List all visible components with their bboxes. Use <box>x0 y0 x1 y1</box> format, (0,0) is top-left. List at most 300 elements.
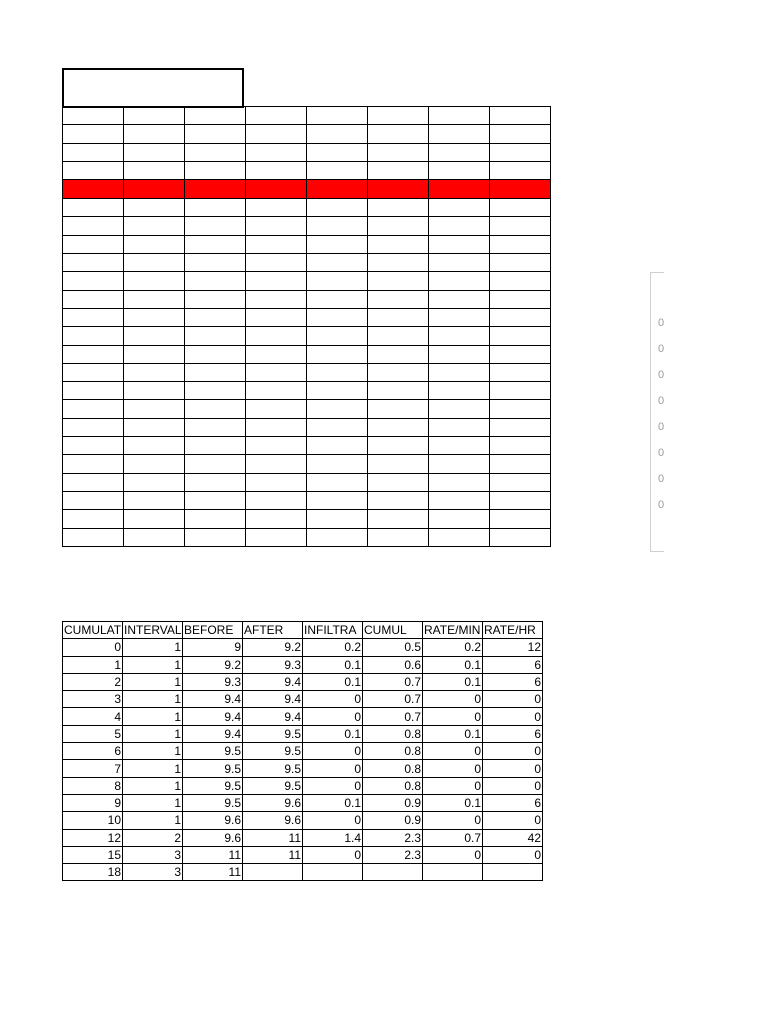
data-cell[interactable]: 3 <box>123 846 183 863</box>
grid-cell[interactable] <box>63 473 124 491</box>
data-cell[interactable]: 9.5 <box>183 760 243 777</box>
data-cell[interactable]: 9.2 <box>183 656 243 673</box>
grid-cell[interactable] <box>246 491 307 509</box>
grid-cell[interactable] <box>490 308 551 326</box>
data-cell[interactable]: 4 <box>63 708 123 725</box>
data-cell[interactable]: 0 <box>483 743 543 760</box>
grid-cell[interactable] <box>490 418 551 436</box>
grid-cell[interactable] <box>63 107 124 125</box>
data-cell[interactable]: 11 <box>183 864 243 881</box>
grid-cell[interactable] <box>124 491 185 509</box>
grid-cell[interactable] <box>307 491 368 509</box>
data-cell[interactable]: 8 <box>63 777 123 794</box>
data-cell[interactable]: 6 <box>63 743 123 760</box>
data-cell[interactable]: 42 <box>483 829 543 846</box>
data-cell[interactable]: 0.1 <box>423 656 483 673</box>
data-cell[interactable]: 9.5 <box>183 777 243 794</box>
grid-cell[interactable] <box>429 235 490 253</box>
data-cell[interactable]: 0 <box>423 708 483 725</box>
grid-cell[interactable] <box>246 308 307 326</box>
data-cell[interactable]: 5 <box>63 725 123 742</box>
grid-cell[interactable] <box>429 107 490 125</box>
grid-cell[interactable] <box>185 107 246 125</box>
grid-cell[interactable] <box>185 510 246 528</box>
data-cell[interactable]: 0.7 <box>363 708 423 725</box>
grid-cell[interactable] <box>246 143 307 161</box>
grid-cell[interactable] <box>429 199 490 217</box>
grid-cell[interactable] <box>246 217 307 235</box>
grid-cell[interactable] <box>63 510 124 528</box>
grid-cell[interactable] <box>124 400 185 418</box>
data-cell[interactable]: 1.4 <box>303 829 363 846</box>
grid-cell[interactable] <box>368 510 429 528</box>
grid-cell[interactable] <box>63 161 124 179</box>
grid-cell[interactable] <box>368 180 429 199</box>
data-cell[interactable]: 18 <box>63 864 123 881</box>
grid-cell[interactable] <box>185 345 246 363</box>
grid-cell[interactable] <box>490 180 551 199</box>
data-cell[interactable] <box>303 864 363 881</box>
grid-cell[interactable] <box>185 290 246 308</box>
data-cell[interactable]: 1 <box>123 725 183 742</box>
grid-cell[interactable] <box>368 455 429 473</box>
grid-cell[interactable] <box>124 125 185 143</box>
data-cell[interactable]: 3 <box>63 691 123 708</box>
data-cell[interactable]: 0.6 <box>363 656 423 673</box>
grid-cell[interactable] <box>124 143 185 161</box>
grid-cell[interactable] <box>429 400 490 418</box>
grid-cell[interactable] <box>490 437 551 455</box>
data-cell[interactable]: 3 <box>123 864 183 881</box>
grid-cell[interactable] <box>490 217 551 235</box>
grid-cell[interactable] <box>307 272 368 290</box>
grid-cell[interactable] <box>429 418 490 436</box>
grid-cell[interactable] <box>246 418 307 436</box>
data-cell[interactable]: 9.4 <box>183 691 243 708</box>
data-cell[interactable]: 0.7 <box>363 691 423 708</box>
data-cell[interactable]: 0 <box>423 846 483 863</box>
data-cell[interactable]: 1 <box>123 656 183 673</box>
grid-cell[interactable] <box>63 491 124 509</box>
grid-cell[interactable] <box>124 199 185 217</box>
grid-cell[interactable] <box>490 363 551 381</box>
header-cell-cumulat[interactable]: CUMULAT <box>64 623 122 638</box>
data-cell[interactable]: 9 <box>183 639 243 656</box>
grid-cell[interactable] <box>429 308 490 326</box>
grid-cell[interactable] <box>63 254 124 272</box>
grid-cell[interactable] <box>124 418 185 436</box>
data-cell[interactable]: 0.2 <box>303 639 363 656</box>
grid-cell[interactable] <box>185 437 246 455</box>
data-cell[interactable]: 0.1 <box>423 673 483 690</box>
grid-cell[interactable] <box>307 143 368 161</box>
data-cell[interactable]: 0.1 <box>303 725 363 742</box>
data-cell[interactable]: 2 <box>123 829 183 846</box>
grid-cell[interactable] <box>490 235 551 253</box>
grid-cell[interactable] <box>368 437 429 455</box>
grid-cell[interactable] <box>307 199 368 217</box>
grid-cell[interactable] <box>63 272 124 290</box>
grid-cell[interactable] <box>185 418 246 436</box>
data-cell[interactable]: 9.5 <box>243 743 303 760</box>
data-cell[interactable]: 0 <box>303 812 363 829</box>
grid-cell[interactable] <box>490 382 551 400</box>
data-cell[interactable]: 7 <box>63 760 123 777</box>
grid-cell[interactable] <box>490 272 551 290</box>
data-cell[interactable]: 0.8 <box>363 760 423 777</box>
grid-cell[interactable] <box>246 363 307 381</box>
grid-cell[interactable] <box>185 363 246 381</box>
data-cell[interactable]: 9.5 <box>243 725 303 742</box>
grid-cell[interactable] <box>63 180 124 199</box>
grid-cell[interactable] <box>246 528 307 546</box>
grid-cell[interactable] <box>490 528 551 546</box>
data-cell[interactable]: 6 <box>483 656 543 673</box>
data-cell[interactable] <box>243 864 303 881</box>
grid-cell[interactable] <box>63 418 124 436</box>
grid-cell[interactable] <box>307 308 368 326</box>
grid-cell[interactable] <box>63 400 124 418</box>
data-cell[interactable]: 9.5 <box>243 777 303 794</box>
data-cell[interactable]: 1 <box>123 673 183 690</box>
grid-cell[interactable] <box>307 161 368 179</box>
grid-cell[interactable] <box>63 235 124 253</box>
data-cell[interactable]: 0 <box>483 846 543 863</box>
data-cell[interactable] <box>423 864 483 881</box>
grid-cell[interactable] <box>307 254 368 272</box>
grid-cell[interactable] <box>490 161 551 179</box>
grid-cell[interactable] <box>307 473 368 491</box>
grid-cell[interactable] <box>246 254 307 272</box>
data-cell[interactable]: 1 <box>63 656 123 673</box>
grid-cell[interactable] <box>368 235 429 253</box>
grid-cell[interactable] <box>185 528 246 546</box>
grid-cell[interactable] <box>429 455 490 473</box>
grid-cell[interactable] <box>368 345 429 363</box>
grid-cell[interactable] <box>307 528 368 546</box>
data-cell[interactable]: 15 <box>63 846 123 863</box>
data-cell[interactable]: 11 <box>243 829 303 846</box>
grid-cell[interactable] <box>368 290 429 308</box>
data-cell[interactable]: 0 <box>483 760 543 777</box>
grid-cell[interactable] <box>63 345 124 363</box>
grid-cell[interactable] <box>307 418 368 436</box>
grid-cell[interactable] <box>429 363 490 381</box>
data-cell[interactable]: 0 <box>423 691 483 708</box>
data-cell[interactable]: 9.6 <box>183 812 243 829</box>
header-cell-rate-min[interactable]: RATE/MIN <box>423 622 483 639</box>
grid-cell[interactable] <box>185 382 246 400</box>
grid-cell[interactable] <box>185 143 246 161</box>
data-cell[interactable]: 0.8 <box>363 725 423 742</box>
data-cell[interactable]: 0 <box>303 743 363 760</box>
data-cell[interactable]: 0.1 <box>423 794 483 811</box>
grid-cell[interactable] <box>124 161 185 179</box>
grid-cell[interactable] <box>429 473 490 491</box>
data-cell[interactable]: 0.9 <box>363 794 423 811</box>
data-cell[interactable]: 9.6 <box>243 812 303 829</box>
data-cell[interactable]: 9.4 <box>243 673 303 690</box>
grid-cell[interactable] <box>307 107 368 125</box>
data-cell[interactable]: 0 <box>303 708 363 725</box>
data-cell[interactable]: 1 <box>123 743 183 760</box>
data-cell[interactable]: 0.8 <box>363 777 423 794</box>
grid-cell[interactable] <box>246 107 307 125</box>
grid-cell[interactable] <box>490 510 551 528</box>
grid-cell[interactable] <box>63 528 124 546</box>
grid-cell[interactable] <box>368 199 429 217</box>
grid-cell[interactable] <box>307 455 368 473</box>
data-cell[interactable]: 1 <box>123 708 183 725</box>
grid-cell[interactable] <box>63 199 124 217</box>
grid-cell[interactable] <box>246 400 307 418</box>
data-cell[interactable]: 1 <box>123 691 183 708</box>
grid-cell[interactable] <box>124 473 185 491</box>
grid-cell[interactable] <box>63 455 124 473</box>
grid-cell[interactable] <box>124 363 185 381</box>
grid-cell[interactable] <box>185 272 246 290</box>
grid-cell[interactable] <box>490 400 551 418</box>
grid-cell[interactable] <box>307 235 368 253</box>
grid-cell[interactable] <box>429 254 490 272</box>
data-cell[interactable]: 0 <box>423 812 483 829</box>
grid-cell[interactable] <box>246 290 307 308</box>
grid-cell[interactable] <box>246 235 307 253</box>
data-cell[interactable]: 9.2 <box>243 639 303 656</box>
data-cell[interactable]: 1 <box>123 639 183 656</box>
grid-cell[interactable] <box>63 363 124 381</box>
grid-cell[interactable] <box>490 199 551 217</box>
grid-cell[interactable] <box>185 180 246 199</box>
grid-cell[interactable] <box>246 125 307 143</box>
grid-cell[interactable] <box>185 400 246 418</box>
grid-cell[interactable] <box>246 199 307 217</box>
grid-cell[interactable] <box>124 235 185 253</box>
data-cell[interactable]: 9.5 <box>243 760 303 777</box>
grid-cell[interactable] <box>368 272 429 290</box>
data-cell[interactable]: 0.1 <box>303 656 363 673</box>
grid-cell[interactable] <box>63 308 124 326</box>
grid-cell[interactable] <box>246 272 307 290</box>
grid-cell[interactable] <box>185 161 246 179</box>
grid-cell[interactable] <box>63 125 124 143</box>
data-cell[interactable]: 0 <box>63 639 123 656</box>
grid-cell[interactable] <box>429 528 490 546</box>
grid-cell[interactable] <box>307 437 368 455</box>
data-cell[interactable]: 0 <box>483 691 543 708</box>
grid-cell[interactable] <box>368 125 429 143</box>
grid-cell[interactable] <box>368 217 429 235</box>
data-cell[interactable]: 0.1 <box>423 725 483 742</box>
grid-cell[interactable] <box>429 510 490 528</box>
data-cell[interactable]: 0 <box>423 743 483 760</box>
grid-cell[interactable] <box>185 235 246 253</box>
grid-cell[interactable] <box>368 107 429 125</box>
grid-cell[interactable] <box>307 382 368 400</box>
data-cell[interactable]: 0 <box>303 760 363 777</box>
data-cell[interactable]: 0 <box>423 760 483 777</box>
data-cell[interactable]: 0 <box>483 777 543 794</box>
data-cell[interactable]: 0 <box>483 708 543 725</box>
grid-cell[interactable] <box>368 363 429 381</box>
grid-cell[interactable] <box>124 528 185 546</box>
grid-cell[interactable] <box>368 143 429 161</box>
grid-cell[interactable] <box>429 345 490 363</box>
data-cell[interactable]: 11 <box>243 846 303 863</box>
grid-cell[interactable] <box>429 143 490 161</box>
grid-cell[interactable] <box>429 180 490 199</box>
grid-cell[interactable] <box>185 308 246 326</box>
grid-cell[interactable] <box>429 161 490 179</box>
grid-cell[interactable] <box>307 180 368 199</box>
grid-cell[interactable] <box>490 491 551 509</box>
grid-cell[interactable] <box>490 107 551 125</box>
grid-cell[interactable] <box>490 327 551 345</box>
grid-cell[interactable] <box>124 272 185 290</box>
data-cell[interactable]: 9.4 <box>183 708 243 725</box>
title-cell-box[interactable] <box>62 68 244 108</box>
data-cell[interactable]: 9.3 <box>183 673 243 690</box>
grid-cell[interactable] <box>185 125 246 143</box>
grid-cell[interactable] <box>246 345 307 363</box>
data-cell[interactable]: 0.7 <box>363 673 423 690</box>
data-cell[interactable]: 9 <box>63 794 123 811</box>
header-cell-rate-hr[interactable]: RATE/HR <box>483 622 543 639</box>
data-cell[interactable]: 0 <box>423 777 483 794</box>
grid-cell[interactable] <box>368 327 429 345</box>
data-cell[interactable]: 6 <box>483 673 543 690</box>
grid-cell[interactable] <box>307 400 368 418</box>
data-cell[interactable]: 0.1 <box>303 794 363 811</box>
grid-cell[interactable] <box>490 345 551 363</box>
grid-cell[interactable] <box>185 199 246 217</box>
grid-cell[interactable] <box>307 125 368 143</box>
grid-cell[interactable] <box>307 510 368 528</box>
grid-cell[interactable] <box>368 308 429 326</box>
grid-cell[interactable] <box>429 382 490 400</box>
grid-cell[interactable] <box>63 290 124 308</box>
data-cell[interactable]: 9.6 <box>183 829 243 846</box>
data-cell[interactable]: 0.7 <box>423 829 483 846</box>
grid-cell[interactable] <box>185 327 246 345</box>
grid-cell[interactable] <box>307 290 368 308</box>
grid-cell[interactable] <box>368 528 429 546</box>
header-cell-after[interactable]: AFTER <box>243 622 303 639</box>
data-cell[interactable]: 0 <box>483 812 543 829</box>
grid-cell[interactable] <box>429 217 490 235</box>
data-cell[interactable]: 9.4 <box>183 725 243 742</box>
data-cell[interactable]: 0 <box>303 691 363 708</box>
grid-cell[interactable] <box>307 327 368 345</box>
grid-cell[interactable] <box>429 272 490 290</box>
grid-cell[interactable] <box>124 327 185 345</box>
grid-cell[interactable] <box>185 217 246 235</box>
grid-cell[interactable] <box>368 473 429 491</box>
grid-cell[interactable] <box>124 308 185 326</box>
data-cell[interactable]: 0.9 <box>363 812 423 829</box>
data-cell[interactable]: 1 <box>123 760 183 777</box>
data-cell[interactable]: 9.3 <box>243 656 303 673</box>
grid-cell[interactable] <box>307 363 368 381</box>
grid-cell[interactable] <box>307 345 368 363</box>
grid-cell[interactable] <box>124 510 185 528</box>
grid-cell[interactable] <box>63 382 124 400</box>
grid-cell[interactable] <box>429 125 490 143</box>
data-cell[interactable]: 0.5 <box>363 639 423 656</box>
data-cell[interactable]: 12 <box>63 829 123 846</box>
data-cell[interactable]: 11 <box>183 846 243 863</box>
grid-cell[interactable] <box>429 290 490 308</box>
grid-cell[interactable] <box>246 455 307 473</box>
data-cell[interactable]: 12 <box>483 639 543 656</box>
data-cell[interactable]: 6 <box>483 725 543 742</box>
grid-cell[interactable] <box>124 455 185 473</box>
data-cell[interactable]: 2.3 <box>363 846 423 863</box>
grid-cell[interactable] <box>490 143 551 161</box>
grid-cell[interactable] <box>63 437 124 455</box>
grid-cell[interactable] <box>246 382 307 400</box>
header-cell-cumul[interactable]: CUMUL <box>363 622 423 639</box>
grid-cell[interactable] <box>246 473 307 491</box>
grid-cell[interactable] <box>429 491 490 509</box>
grid-cell[interactable] <box>307 217 368 235</box>
data-cell[interactable]: 1 <box>123 777 183 794</box>
header-cell-interval[interactable]: INTERVAL <box>124 623 182 638</box>
data-cell[interactable]: 9.5 <box>183 743 243 760</box>
data-cell[interactable]: 2 <box>63 673 123 690</box>
grid-cell[interactable] <box>124 180 185 199</box>
data-cell[interactable]: 9.4 <box>243 708 303 725</box>
grid-cell[interactable] <box>368 400 429 418</box>
grid-cell[interactable] <box>124 345 185 363</box>
grid-cell[interactable] <box>124 254 185 272</box>
grid-cell[interactable] <box>368 418 429 436</box>
grid-cell[interactable] <box>368 161 429 179</box>
grid-cell[interactable] <box>185 455 246 473</box>
data-cell[interactable]: 1 <box>123 794 183 811</box>
grid-cell[interactable] <box>124 217 185 235</box>
grid-cell[interactable] <box>490 473 551 491</box>
header-cell-infiltra[interactable]: INFILTRA <box>303 622 363 639</box>
data-cell[interactable]: 2.3 <box>363 829 423 846</box>
grid-cell[interactable] <box>124 382 185 400</box>
data-cell[interactable]: 10 <box>63 812 123 829</box>
grid-cell[interactable] <box>490 125 551 143</box>
data-cell[interactable]: 1 <box>123 812 183 829</box>
grid-cell[interactable] <box>185 473 246 491</box>
grid-cell[interactable] <box>185 254 246 272</box>
grid-cell[interactable] <box>429 327 490 345</box>
grid-cell[interactable] <box>246 437 307 455</box>
data-cell[interactable]: 0.8 <box>363 743 423 760</box>
grid-cell[interactable] <box>246 180 307 199</box>
grid-cell[interactable] <box>368 491 429 509</box>
data-cell[interactable]: 6 <box>483 794 543 811</box>
data-cell[interactable]: 0 <box>303 777 363 794</box>
data-cell[interactable]: 0.2 <box>423 639 483 656</box>
data-cell[interactable]: 0 <box>303 846 363 863</box>
grid-cell[interactable] <box>429 437 490 455</box>
grid-cell[interactable] <box>490 455 551 473</box>
grid-cell[interactable] <box>246 327 307 345</box>
grid-cell[interactable] <box>368 254 429 272</box>
grid-cell[interactable] <box>124 290 185 308</box>
data-cell[interactable]: 9.6 <box>243 794 303 811</box>
grid-cell[interactable] <box>63 143 124 161</box>
data-cell[interactable]: 0.1 <box>303 673 363 690</box>
data-cell[interactable]: 9.5 <box>183 794 243 811</box>
grid-cell[interactable] <box>490 290 551 308</box>
